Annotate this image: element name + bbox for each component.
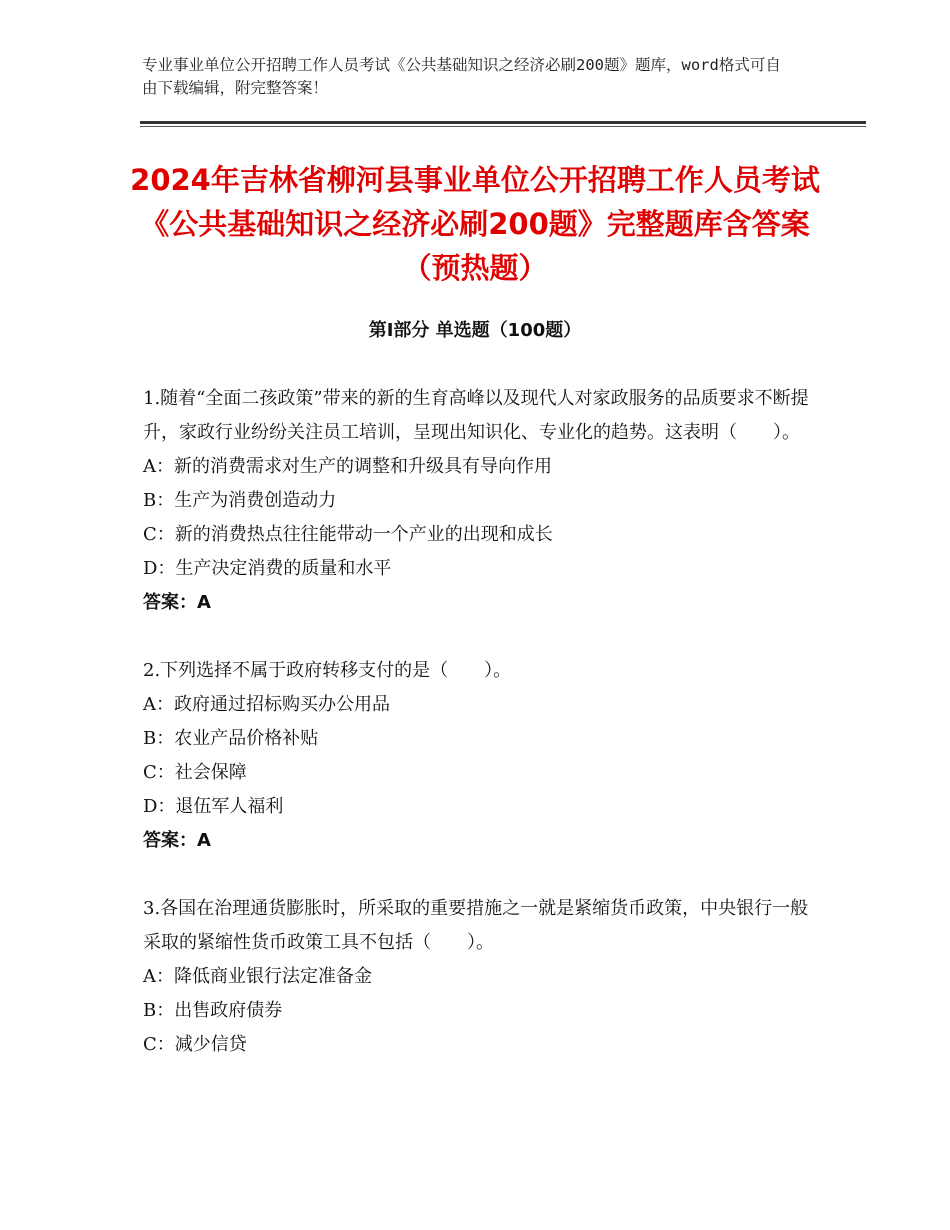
option-b: B：生产为消费创造动力 (143, 490, 337, 511)
question-2 (143, 654, 823, 858)
answer: 答案：A (143, 592, 211, 613)
question-stem: 1.随着“全面二孩政策”带来的新的生育高峰以及现代人对家政服务的品质要求不断提升，家政行业纷纷关注员工培训，呈现出知识化、专业化的趋势。这表明（ ）。 (143, 388, 809, 443)
section-heading: 第Ⅰ部分 单选题（100题） (368, 320, 582, 341)
question-1 (143, 382, 823, 620)
option-a: A：政府通过招标购买办公用品 (143, 694, 390, 715)
option-a: A：新的消费需求对生产的调整和升级具有导向作用 (143, 456, 552, 477)
option-d: D：生产决定消费的质量和水平 (143, 558, 392, 579)
header-note: 专业事业单位公开招聘工作人员考试《公共基础知识之经济必刷200题》题库，word格式可自由下载编辑，附完整答案！ (142, 56, 781, 97)
header-divider-thick (140, 121, 866, 124)
question-list (143, 382, 823, 1096)
option-b: B：农业产品价格补贴 (143, 728, 319, 749)
question-stem: 2.下列选择不属于政府转移支付的是（ ）。 (143, 660, 512, 681)
document-title: 2024年吉林省柳河县事业单位公开招聘工作人员考试《公共基础知识之经济必刷200题》完整题库含答案（预热题） (130, 163, 820, 285)
option-d: D：退伍军人福利 (143, 796, 284, 817)
question-3 (143, 892, 823, 1062)
answer: 答案：A (143, 830, 211, 851)
option-c: C：新的消费热点往往能带动一个产业的出现和成长 (143, 524, 553, 545)
option-b: B：出售政府债券 (143, 1000, 283, 1021)
header-divider-thin (140, 126, 866, 127)
option-a: A：降低商业银行法定准备金 (143, 966, 372, 987)
question-stem: 3.各国在治理通货膨胀时，所采取的重要措施之一就是紧缩货币政策，中央银行一般采取的紧缩性货币政策工具不包括（ ）。 (143, 898, 809, 953)
option-c: C：社会保障 (143, 762, 247, 783)
option-c: C：减少信贷 (143, 1034, 247, 1055)
